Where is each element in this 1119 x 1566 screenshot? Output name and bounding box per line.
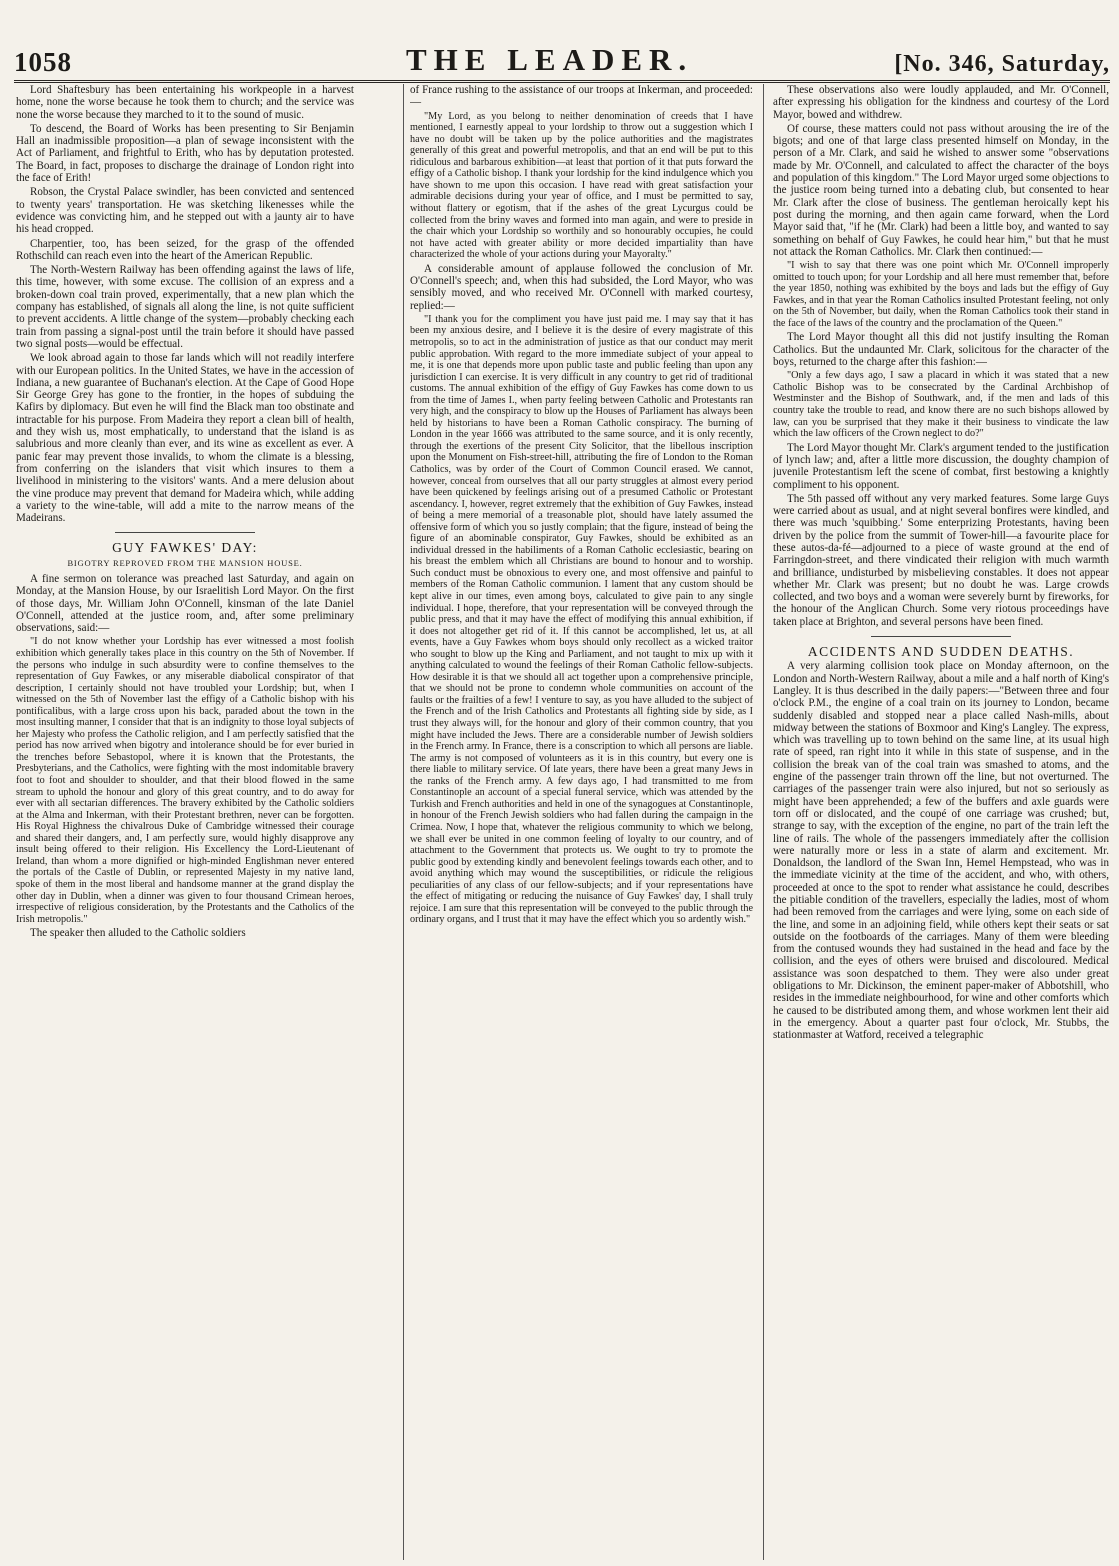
article-paragraph: of France rushing to the assistance of our troops at Inkerman, and proceeded:—	[410, 84, 753, 109]
column-2	[410, 84, 753, 1560]
quoted-speech: "I wish to say that there was one point which Mr. O'Connell improperly omitted to touch upon; for your Lordship and all here must remember that, before the year 1850, nothing was exhibited by the boys and lads but the effigy of Guy Fawkes, and in that year the Roman Catholics insulted Protestant feeling, not only on the 5th of November, but daily, when the Roman Catholics took their stand in the face of the laws of the country and the proclamation of the Queen."	[773, 260, 1109, 329]
column-1	[16, 84, 354, 1560]
article-paragraph: A very alarming collision took place on Monday afternoon, on the London and North-Western Railway, about a mile and a half north of King's Langley. It is thus described in the daily papers:—"Between three and four o'clock P.M., the engine of a coal train on its journey to London, became suddenly disabled and stopped near a place called Nash-mills, about midway between the stations of Boxmoor and King's Langley. The express, which was travelling up to town behind on the same line, at its usual high rate of speed, ran right into it while in this state of suspense, and in the collision the break van of the coal train was smashed to atoms, and the engine of the passenger train thrown off the line, but not overturned. The carriages of the passenger train were also injured, but not so seriously as might have been apprehended; a few of the buffers and axle guards were torn off or dislocated, and the coupé of one carriage was crushed; but, strange to say, with the exception of the engine, no part of the train left the line of rails. The whole of the passengers immediately after the collision were naturally more or less in a state of alarm and excitement. Mr. Donaldson, the landlord of the Swan Inn, Hemel Hempstead, who was in the immediate vicinity at the time of the accident, and who, with others, proceeded at once to the spot to render what assistance he could, describes the pitiable condition of the travellers, especially the ladies, most of whom had been removed from the carriages and were lying, some on each side of the line, and some in an adjoining field, while others kept their seats or sat outside on the footboards of the carriages. Many of them were bleeding from the contused wounds they had sustained in the head and face by the collision, and the eyes of others were bruised and discoloured. Medical assistance was soon despatched to them. They were also under great obligations to Mr. Dickinson, the eminent paper-maker of Abbotshill, who resides in the immediate neighbourhood, for wine and other comforts which he caused to be distributed among them, and whose workmen lent their aid in the emergency. About a quarter past four o'clock, Mr. Stubbs, the stationmaster at Watford, received a telegraphic	[773, 660, 1109, 1042]
section-rule	[115, 532, 255, 533]
article-paragraph: These observations also were loudly applauded, and Mr. O'Connell, after expressing his obligation for the kindness and courtesy of the Lord Mayor, bowed and withdrew.	[773, 84, 1109, 121]
quoted-speech: "I do not know whether your Lordship has ever witnessed a most foolish exhibition which generally takes place in this country on the 5th of November. If the persons who indulge in such absurdity were to confine themselves to the representation of Guy Fawkes, or any miserable diabolical conspirator of that description, I certainly should not have troubled your Lordship; but, when I witnessed on the 5th of November last the effigy of a Catholic bishop with his pontificalibus, with a large cross upon his back, paraded about the town in the most insulting manner, I consider that that is an indignity to those loyal subjects of her Majesty who profess the Catholic religion, and I am perfectly satisfied that the period has now arrived when bigotry and intolerance should be for ever buried in the trenches before Sebastopol, where it is known that the Protestants, the Presbyterians, and the Catholics, were fighting with the most indomitable bravery foot to foot and shoulder to shoulder, and that their blood flowed in the same stream to uphold the honour and glory of this great country, and to do away for ever with all sectarian differences. The bravery exhibited by the Catholic soldiers at the Alma and Inkerman, with their Protestant brethren, never can be forgotten. His Royal Highness the chivalrous Duke of Cambridge witnessed their courage and shared their dangers, and, I am perfectly sure, would highly disapprove any insult being offered to their religion. His Excellency the Lord-Lieutenant of Ireland, than whom a more dignified or high-minded Englishman never entered the portals of the Castle of Dublin, or represented Majesty in my native land, spoke of them in the most liberal and handsome manner at the grand display the other day in Dublin, when a dinner was given to four thousand Crimean heroes, irrespective of religious consideration, by the Protestants and the Catholics of the Irish metropolis."	[16, 636, 354, 925]
section-heading: ACCIDENTS AND SUDDEN DEATHS.	[807, 644, 1075, 660]
article-paragraph: Of course, these matters could not pass without arousing the ire of the bigots; and one of that large class presented himself on Monday, in the person of a Mr. Clark, and said he wished to answer some "observations made by Mr. O'Connell, and calculated to affect the character of the boys and population of this kingdom." The Lord Mayor urged some objections to the justice room being turned into a debating club, but consented to hear Mr. Clark after the close of business. The gentleman heroically kept his post during the morning, and then again came forward, when the Lord Mayor said that, "if he (Mr. Clark) had been a little boy, and wanted to say something on behalf of Guy Fawkes, he could hear him," but that he must not attack the Roman Catholics. Mr. Clark then continued:—	[773, 122, 1109, 258]
page-number: 1058	[14, 47, 72, 77]
quoted-speech: "I thank you for the compliment you have just paid me. I may say that it has been my anxious desire, and I believe it is the desire of every magistrate of this metropolis, so to act in the administration of justice as that our conduct may merit public approbation. With regard to the more immediate subject of your appeal to me, it is one that depends more upon public taste and public feeling than upon any jurisdiction I can exercise. It is very difficult in any country to get rid of traditional customs. The annual exhibition of the effigy of Guy Fawkes has come down to us from the time of James I., when party feeling between Catholic and Protestants ran very high, and the conspiracy to blow up the Houses of Parliament has always been held by historians to have been a Roman Catholic conspiracy. The burning of London in the year 1666 was attributed to the same source, and it is only recently, through the exertions of the present City Solicitor, that the libellous inscription upon the Monument on Fish-street-hill, attributing the fire of London to the Roman Catholics, was by order of the Court of Common Council erased. We cannot, however, conceal from ourselves that all our party struggles at almost every period have been quickened by feelings arising out of a presumed Catholic or Protestant ascendancy. I, however, regret extremely that the exhibition of Guy Fawkes, instead of being a mere memorial of a treasonable plot, should have lately assumed the offensive form of which you so justly complain; that the figure, instead of being the figure of an abominable conspirator, Guy Fawkes, should be exhibited as an individual dressed in the habiliments of a Roman Catholic ecclesiastic, bearing on his breast the emblem which all Christians are bound to honour and to worship. Such conduct must be obnoxious to every one, and most offensive and painful to members of the Roman Catholic communion. I lament that any custom should be kept alive in our times, even among boys, calculated to give pain to any single individual. I hope, therefore, that your representation will be conveyed through the public press, and that it may have the effect of modifying this annual exhibition, if it does not altogether get rid of it. If this cannot be accomplished, let us, at all events, have a Guy Fawkes whom boys should only recollect as a wicked traitor who sought to blow up the King and Parliament, and not taught to mix up with it anything calculated to wound the feelings of their Roman Catholic fellow-subjects. How desirable it is that we should all act together upon a comprehensive principle, that we should not be prone to condemn whole communities on account of the faults or the frailties of a few! I venture to say, as you have alluded to the subject of the French and of the Irish Catholics and Protestants all fighting side by side, as I trust they always will, for the honour and glory of their common country, that you might have included the Jews. There are a considerable number of Jewish soldiers in the French army. In France, there is a conscription to which all persons are liable. The army is not composed of volunteers as it is in this country, but every one is there liable to military service. Of late years, there have been a great many Jews in the ranks of the French army. A few days ago, I had transmitted to me from Constantinople an account of a special funeral service, which was attended by the Turkish and French authorities and held in one of the synagogues at Constantinople, in honour of the French Jewish soldiers who had fallen during the campaign in the Crimea. Now, I hope that, whatever the religious community to which we belong, we shall ever be united in one common feeling of loyalty to our country, and of attachment to the Government that protects us. We ought to try to promote the public good by extending kindly and benevolent feelings towards each other, and to avoid anything which may wound the susceptibilities, or ridicule the religious peculiarities of any class of our fellow-subjects; and if your representations have the effect of mitigating or reducing the nuisance of Guy Fawkes' day, I shall truly rejoice. I am sure that this representation will be conveyed to the public through the ordinary organs, and I trust that it may have the effect which you so ardently wish."	[410, 313, 753, 926]
article-paragraph: The 5th passed off without any very marked features. Some large Guys were carried about as usual, and at night several bonfires were kindled, and there was much 'squibbing.' Some enterprizing Protestants, having been driven by the police from the summit of Tower-hill—a favourite place for these autos-da-fé—adjourned to a piece of waste ground at the end of Farringdon-street, and there vindicated their religion with much warmth and brilliance, undisturbed by misbelieving constables. It does not appear whether Mr. Clark was present; but no doubt he was. Large crowds collected, and two boys and a woman were severely burnt by fireworks, for the honour of the Anglican Church. Some very riotous proceedings have taken place at Brighton, and several persons have been fined.	[773, 492, 1109, 628]
article-paragraph: Charpentier, too, has been seized, for the grasp of the offended Rothschild can reach even into the heart of the American Republic.	[16, 237, 354, 262]
article-paragraph: Lord Shaftesbury has been entertaining his workpeople in a harvest home, none the worse because he took them to church; and the service was none the worse because they marched to it to the sound of music.	[16, 84, 354, 121]
newspaper-title: THE LEADER.	[406, 42, 694, 77]
column-3	[773, 84, 1109, 1560]
article-paragraph: To descend, the Board of Works has been presenting to Sir Benjamin Hall an inadmissible proposition—a plan of sewage inconsistent with the Act of Parliament, and frightful to Erith, who has by deputation protested. The Board, in fact, proposes to discharge the drainage of London right into the face of Erith!	[16, 122, 354, 185]
masthead	[14, 38, 1110, 78]
article-paragraph: The North-Western Railway has been offending against the laws of life, this time, however, with some excuse. The collision of an express and a broken-down coal train proved, experimentally, that a new plan which the company has established, of signals all along the line, is not quite sufficient to prevent accidents. A little change of the system—probably checking each train from passing a signal-post until the train before it should have passed two signal posts—would be effectual.	[16, 264, 354, 350]
section-rule	[871, 636, 1011, 637]
article-paragraph: We look abroad again to those far lands which will not readily interfere with our European politics. In the United States, we have in the accession of Indiana, a new guarantee of Buchanan's election. At the Cape of Good Hope Sir George Grey has gone to the frontier, in the hopes of subduing the Kafirs by diplomacy. But even he will find the Black man too obstinate and intractable for his purpose. From Madeira they report a clean bill of health, and they wish us, most emphatically, to understand that the island is as salubrious and more cleanly than ever, and its wine as excellent as ever. A panic fear may prevent those invalids, to whom the climate is a blessing, from conferring on the islanders that visit which insures to them a livelihood in ministering to the visitors' wants. And a mere delusion about the vine produce may prevent that demand for Madeira which, while adding a variety to the wine-table, will add a mite to the narrow means of the Madeirans.	[16, 352, 354, 525]
article-paragraph: The Lord Mayor thought all this did not justify insulting the Roman Catholics. But the undaunted Mr. Clark, solicitous for the character of the boys, returned to the charge after this fashion:—	[773, 331, 1109, 369]
article-paragraph: A considerable amount of applause followed the conclusion of Mr. O'Connell's speech; and, when this had subsided, the Lord Mayor, who was sensibly moved, and who received Mr. O'Connell with marked courtesy, replied:—	[410, 262, 753, 312]
article-paragraph: A fine sermon on tolerance was preached last Saturday, and again on Monday, at the Mansion House, by our Israelitish Lord Mayor. On the first of those days, Mr. William John O'Connell, kinsman of the late Daniel O'Connell, attended at the justice room, and, after some preliminary observations, said:—	[16, 572, 354, 635]
masthead-rule	[14, 80, 1110, 83]
column-divider-2	[763, 84, 764, 1560]
column-divider-1	[403, 84, 404, 1560]
article-paragraph: The Lord Mayor thought Mr. Clark's argument tended to the justification of lynch law; and, after a little more discussion, the doughty champion of juvenile Protestantism left the scene of combat, first bestowing a knightly compliment to his opponent.	[773, 441, 1109, 491]
quoted-speech: "Only a few days ago, I saw a placard in which it was stated that a new Catholic Bishop was to be consecrated by the Cardinal Archbishop of Westminster and the Bishop of Southwark, and, if the men and lads of this country take the trouble to read, and know there are no such bishops allowed by law, can you be surprised that they make it their business to vindicate the law which the law officers of the Crown neglect to do?"	[773, 370, 1109, 440]
section-subheading: BIGOTRY REPROVED FROM THE MANSION HOUSE.	[67, 557, 303, 568]
article-paragraph: Robson, the Crystal Palace swindler, has been convicted and sentenced to twenty years' transportation. He was sketching likenesses while the evidence was convicting him, and he stepped out with a jaunty air to have his head cropped.	[16, 186, 354, 236]
article-paragraph: The speaker then alluded to the Catholic soldiers	[30, 927, 246, 940]
section-heading: GUY FAWKES' DAY:	[112, 540, 258, 556]
issue-info: [No. 346, Saturday,	[894, 51, 1110, 77]
quoted-speech: "My Lord, as you belong to neither denomination of creeds that I have mentioned, I earnestly appeal to your lordship to throw out a suggestion which I have no doubt will be taken up by the police authorities and the magistrates generally of this great and powerful metropolis, and that an end will be put to this ridiculous and barbarous exhibition—at least that portion of it that puts forward the effigy of a Catholic bishop. I thank your lordship for the kind indulgence which you have shown to me upon this occasion. I have read with great satisfaction your admirable decisions during your year of office, and I must be permitted to say, without flattery or egotism, that if the ashes of the great Lycurgus could be collected from the briny waves and formed into man again, and were to preside in the chair which your Lordship so worthily and so honourably occupies, he could not have acted with greater ability or more decided impartiality than have characterized the whole of your actions during your Mayoralty."	[410, 110, 753, 261]
